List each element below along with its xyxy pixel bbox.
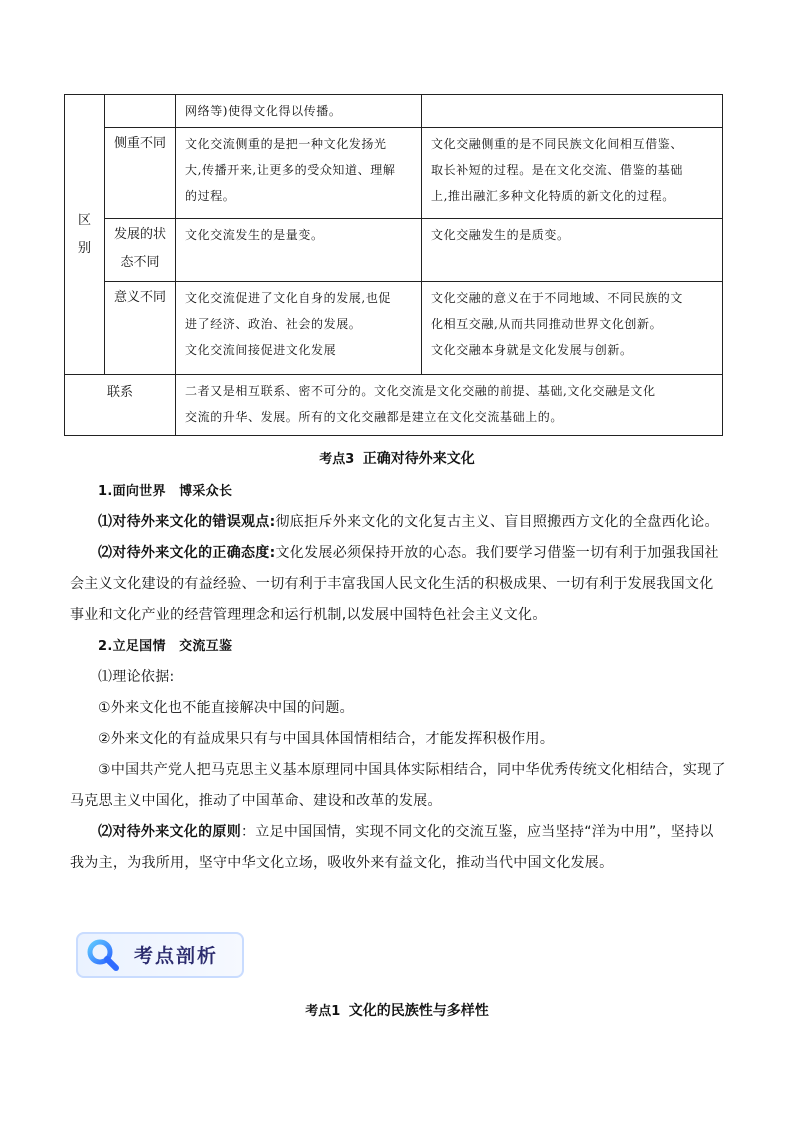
section-banner: [76, 932, 244, 978]
exchange-cell: [176, 219, 422, 282]
cell-line: 文化交流间接促进文化发展: [185, 343, 337, 357]
section-prefix: 考点1: [305, 1004, 341, 1019]
exchange-cell: [176, 95, 422, 128]
paragraph: ③中国共产党人把马克思主义基本原理同中国具体实际相结合，同中华优秀传统文化相结合，实现了马克思主义中国化，推动了中国革命、建设和改革的发展。: [70, 762, 726, 809]
cell-line: 取长补短的过程。是在文化交流、借鉴的基础: [431, 163, 684, 177]
paragraph: ⑴理论依据:: [98, 669, 175, 685]
paragraph-text: 文化发展必须保持开放的心态。我们要学习借鉴一切有利于加强我国社会主义文化建设的有益经验、一切有利于丰富我国人民文化生活的积极成果、一切有利于发展我国文化事业和文化产业的经营管理理念和运行机制,以发展中国特色社会主义文化。: [70, 545, 719, 623]
row-label: 发展的状: [113, 227, 166, 242]
cell-line: 网络等)使得文化得以传播。: [185, 104, 342, 118]
subheading: 1.面向世界 博采众长: [98, 484, 233, 499]
paragraph: [70, 538, 726, 631]
cell-line: 的过程。: [185, 189, 236, 203]
table-row: [65, 282, 723, 375]
cell-line: 文化交融发生的是质变。: [431, 228, 570, 242]
group-label-char: 别: [77, 240, 91, 256]
row-label: 联系: [106, 385, 133, 400]
cell-line: 二者又是相互联系、密不可分的。文化交流是文化交融的前提、基础,文化交融是文化: [185, 384, 656, 398]
paragraph: [70, 507, 726, 538]
section-prefix: 考点3: [319, 452, 355, 467]
paragraph-text: ：立足中国国情，实现不同文化的交流互鉴，应当坚持“洋为中用”，坚持以我为主，为我所用，坚守中华文化立场，吸收外来有益文化，推动当代中国文化发展。: [70, 824, 714, 871]
cell-line: 大,传播开来,让更多的受众知道、理解: [185, 163, 396, 177]
group-label-cell: [65, 95, 105, 375]
paragraph-lead: ⑵对待外来文化的正确态度:: [98, 545, 276, 561]
paragraph: ②外来文化的有益成果只有与中国具体国情相结合，才能发挥积极作用。: [98, 731, 555, 747]
section-body: [70, 476, 726, 879]
row-label: 意义不同: [113, 290, 166, 305]
blend-cell: [422, 128, 723, 219]
cell-line: 化相互交融,从而共同推动世界文化创新。: [431, 317, 663, 331]
cell-line: 交流的升华、发展。所有的文化交融都是建立在文化交流基础上的。: [185, 410, 564, 424]
label-cell: [105, 282, 176, 375]
paragraph: ①外来文化也不能直接解决中国的问题。: [98, 700, 354, 716]
exchange-cell: [176, 128, 422, 219]
table-row: [65, 375, 723, 436]
cell-line: 进了经济、政治、社会的发展。: [185, 317, 362, 331]
paragraph-lead: ⑵对待外来文化的原则: [98, 824, 241, 840]
relation-label-cell: [65, 375, 176, 436]
table-row: [65, 219, 723, 282]
cell-line: 文化交融本身就是文化发展与创新。: [431, 343, 633, 357]
cell-line: 文化交融侧重的是不同民族文化间相互借鉴、: [431, 137, 684, 151]
section-title: 正确对待外来文化: [362, 451, 475, 467]
cell-line: 文化交流发生的是量变。: [185, 228, 324, 242]
label-cell: [105, 219, 176, 282]
group-label-char: 区: [77, 212, 91, 228]
section-heading: [0, 1000, 794, 1020]
relation-text-cell: [176, 375, 723, 436]
blend-cell: [422, 219, 723, 282]
subheading: 2.立足国情 交流互鉴: [98, 639, 233, 654]
paragraph: [70, 817, 726, 879]
label-cell-empty: [105, 95, 176, 128]
table-row: [65, 95, 723, 128]
table-row: [65, 128, 723, 219]
cell-line: 上,推出融汇多种文化特质的新文化的过程。: [431, 189, 675, 203]
section-heading: [0, 448, 794, 468]
exchange-cell: [176, 282, 422, 375]
section-title: 文化的民族性与多样性: [348, 1003, 489, 1019]
paragraph-text: 彻底拒斥外来文化的文化复古主义、盲目照搬西方文化的全盘西化论。: [275, 514, 719, 530]
label-cell: [105, 128, 176, 219]
cell-line: 文化交流侧重的是把一种文化发扬光: [185, 137, 387, 151]
blend-cell: [422, 95, 723, 128]
search-icon: [84, 936, 122, 974]
cell-line: 文化交流促进了文化自身的发展,也促: [185, 291, 392, 305]
paragraph-lead: ⑴对待外来文化的错误观点:: [98, 514, 276, 530]
row-label: 侧重不同: [113, 136, 166, 151]
cell-line: 文化交融的意义在于不同地域、不同民族的文: [431, 291, 684, 305]
banner-text: 考点剖析: [134, 945, 219, 967]
blend-cell: [422, 282, 723, 375]
comparison-table: [64, 94, 723, 436]
row-label: 态不同: [120, 255, 160, 270]
